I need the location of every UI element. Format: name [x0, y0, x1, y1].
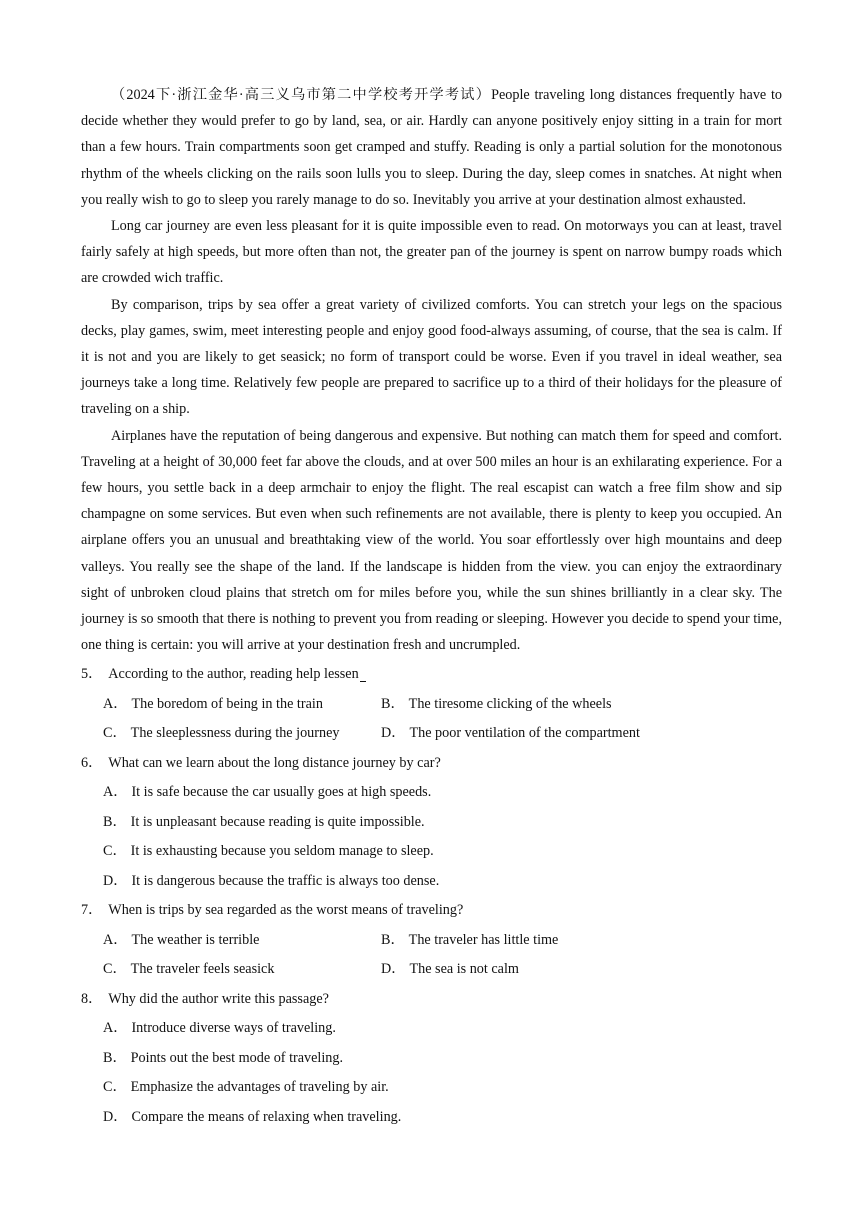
option-letter: D．	[381, 725, 406, 742]
option-text: Introduce diverse ways of traveling.	[131, 1020, 336, 1037]
question-number: 8．	[81, 990, 103, 1007]
question-stem	[81, 895, 782, 925]
option-a[interactable]	[81, 1013, 782, 1043]
option-text: It is exhausting because you seldom manage to sleep.	[130, 843, 434, 860]
document-page	[81, 82, 782, 1131]
option-letter: B．	[381, 695, 405, 712]
option-c[interactable]	[81, 836, 782, 866]
option-row	[81, 718, 782, 748]
option-d[interactable]	[81, 1102, 782, 1132]
option-text: The traveler feels seasick	[130, 961, 275, 978]
option-d[interactable]	[381, 959, 519, 979]
option-text: It is safe because the car usually goes at high speeds.	[131, 784, 432, 801]
question-text: When is trips by sea regarded as the worst means of traveling?	[108, 902, 464, 919]
option-letter: D．	[381, 961, 406, 978]
option-text: The sleeplessness during the journey	[130, 725, 340, 742]
option-text: The weather is terrible	[131, 931, 260, 948]
option-text: It is dangerous because the traffic is always too dense.	[131, 872, 440, 889]
option-text: Emphasize the advantages of traveling by air.	[130, 1079, 389, 1096]
question-5	[81, 659, 782, 748]
question-number: 6．	[81, 754, 103, 771]
option-b[interactable]	[381, 694, 612, 714]
option-d[interactable]	[381, 723, 640, 743]
option-b[interactable]	[81, 1043, 782, 1073]
option-text: It is unpleasant because reading is quite impossible.	[130, 813, 425, 830]
option-a[interactable]	[103, 694, 381, 714]
option-text: Points out the best mode of traveling.	[130, 1049, 344, 1066]
option-letter: B．	[103, 813, 127, 830]
reading-passage	[81, 82, 782, 658]
option-d[interactable]	[81, 866, 782, 896]
option-letter: C．	[103, 1079, 127, 1096]
option-row	[81, 954, 782, 984]
option-text: The traveler has little time	[408, 931, 559, 948]
option-row	[81, 925, 782, 955]
option-c[interactable]	[103, 959, 381, 979]
option-letter: C．	[103, 725, 127, 742]
option-text: The boredom of being in the train	[131, 695, 323, 712]
question-stem	[81, 748, 782, 778]
option-letter: A．	[103, 1020, 128, 1037]
question-7	[81, 895, 782, 984]
question-8	[81, 984, 782, 1132]
option-text: The sea is not calm	[409, 961, 519, 978]
passage-paragraph-1: （2024下·浙江金华·高三义乌市第二中学校考开学考试）People traveling long distances frequently have to decide whether they would prefer to go by land, sea, or air. Hardly can anyone positively enjoy sitting in a train for mort than a few hours. Train compartments soon get cramped and stuffy. Reading is only a partial solution for the monotonous rhythm of the wheels clicking on the rails soon lulls you to sleep. During the day, sleep comes in snatches. At night when you really wish to go to sleep you rarely manage to do so. Inevitably you arrive at your destination almost exhausted.	[81, 87, 782, 208]
option-c[interactable]	[81, 1072, 782, 1102]
answer-blank	[360, 667, 366, 682]
question-text: What can we learn about the long distance journey by car?	[108, 754, 441, 771]
question-number: 7．	[81, 902, 103, 919]
question-6	[81, 748, 782, 896]
option-row	[81, 689, 782, 719]
option-a[interactable]	[81, 777, 782, 807]
question-list	[81, 659, 782, 1131]
passage-paragraph-4: Airplanes have the reputation of being dangerous and expensive. But nothing can match them for speed and comfort. Traveling at a height of 30,000 feet far above the clouds, and at over 500 miles an hour is an exhilarating experience. For a few hours, you settle back in a deep armchair to enjoy the flight. The real escapist can watch a free film show and sip champagne on some services. But even when such refinements are not available, there is plenty to keep you occupied. An airplane offers you an unusual and breathtaking view of the world. You soar effortlessly over high mountains and deep valleys. You really see the shape of the land. If the landscape is hidden from the view. you can enjoy the extraordinary sight of unbroken cloud plains that stretch om for miles before you, while the sun shines brilliantly in a clear sky. The journey is so smooth that there is nothing to prevent you from reading or sleeping. However you decide to spend your time, one thing is certain: you will arrive at your destination fresh and uncrumpled.	[81, 427, 782, 654]
question-stem	[81, 659, 782, 689]
option-a[interactable]	[103, 930, 381, 950]
question-text: According to the author, reading help lessen	[108, 666, 359, 683]
option-letter: A．	[103, 695, 128, 712]
option-letter: A．	[103, 784, 128, 801]
option-letter: C．	[103, 843, 127, 860]
option-letter: C．	[103, 961, 127, 978]
option-c[interactable]	[103, 723, 381, 743]
option-letter: A．	[103, 931, 128, 948]
option-letter: D．	[103, 1108, 128, 1125]
passage-paragraph-3: By comparison, trips by sea offer a great variety of civilized comforts. You can stretch your legs on the spacious decks, play games, swim, meet interesting people and enjoy good food-always assuming, of course, that the sea is calm. If it is not and you are likely to get seasick; no form of transport could be worse. Even if you travel in ideal weather, sea journeys take a long time. Relatively few people are prepared to sacrifice up to a third of their holidays for the pleasure of traveling on a ship.	[81, 296, 782, 418]
question-number: 5．	[81, 666, 103, 683]
option-b[interactable]	[381, 930, 558, 950]
option-b[interactable]	[81, 807, 782, 837]
question-stem	[81, 984, 782, 1014]
option-letter: B．	[103, 1049, 127, 1066]
option-letter: B．	[381, 931, 405, 948]
option-text: The poor ventilation of the compartment	[409, 725, 640, 742]
passage-paragraph-2: Long car journey are even less pleasant for it is quite impossible even to read. On motorways you can at least, travel fairly safely at high speeds, but more often than not, the greater pan of the journey is spent on narrow bumpy roads which are crowded wich traffic.	[81, 218, 782, 287]
option-text: The tiresome clicking of the wheels	[408, 695, 612, 712]
question-text: Why did the author write this passage?	[108, 990, 329, 1007]
option-text: Compare the means of relaxing when traveling.	[131, 1108, 402, 1125]
option-letter: D．	[103, 872, 128, 889]
